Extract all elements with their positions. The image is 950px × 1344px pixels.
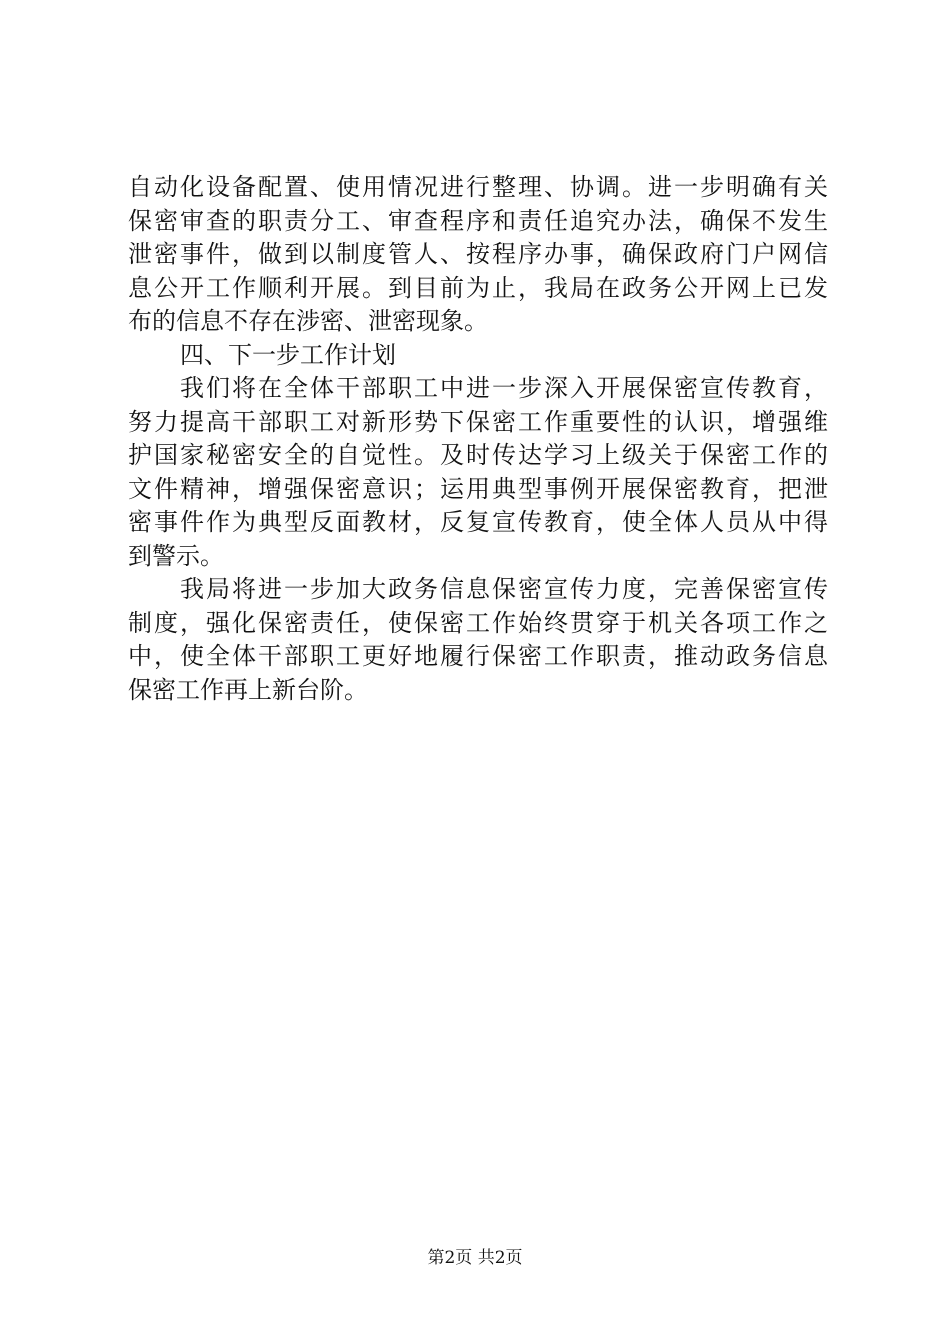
text-line: 泄密事件，做到以制度管人、按程序办事，确保政府门户网信: [128, 240, 828, 268]
text-line: 自动化设备配置、使用情况进行整理、协调。进一步明确有关: [128, 173, 828, 201]
text-line: 中，使全体干部职工更好地履行保密工作职责，推动政务信息: [128, 642, 828, 670]
text-line: 布的信息不存在涉密、泄密现象。: [128, 307, 488, 335]
text-line: 保密审查的职责分工、审查程序和责任追究办法，确保不发生: [128, 206, 828, 235]
page-number-footer: 第2页 共2页: [427, 1248, 523, 1268]
section-heading: 四、下一步工作计划: [180, 340, 396, 369]
document-body: [128, 171, 828, 707]
text-line: 息公开工作顺利开展。到目前为止，我局在政务公开网上已发: [128, 273, 828, 302]
text-line: 到警示。: [128, 541, 224, 570]
text-line: 密事件作为典型反面教材，反复宣传教育，使全体人员从中得: [128, 508, 828, 536]
section-heading-next-steps: [128, 339, 828, 373]
text-line: 我局将进一步加大政务信息保密宣传力度，完善保密宣传: [180, 575, 828, 603]
paragraph-publicity-plan: [128, 573, 828, 707]
paragraph-confidentiality-review: [128, 171, 828, 339]
text-line: 文件精神，增强保密意识；运用典型事例开展保密教育，把泄: [128, 474, 828, 503]
text-line: 我们将在全体干部职工中进一步深入开展保密宣传教育，: [180, 374, 828, 402]
text-line: 制度，强化保密责任，使保密工作始终贯穿于机关各项工作之: [128, 608, 828, 637]
text-line: 护国家秘密安全的自觉性。及时传达学习上级关于保密工作的: [128, 441, 828, 469]
paragraph-education-plan: [128, 372, 828, 573]
text-line: 保密工作再上新台阶。: [128, 675, 368, 704]
text-line: 努力提高干部职工对新形势下保密工作重要性的认识，增强维: [128, 407, 828, 436]
